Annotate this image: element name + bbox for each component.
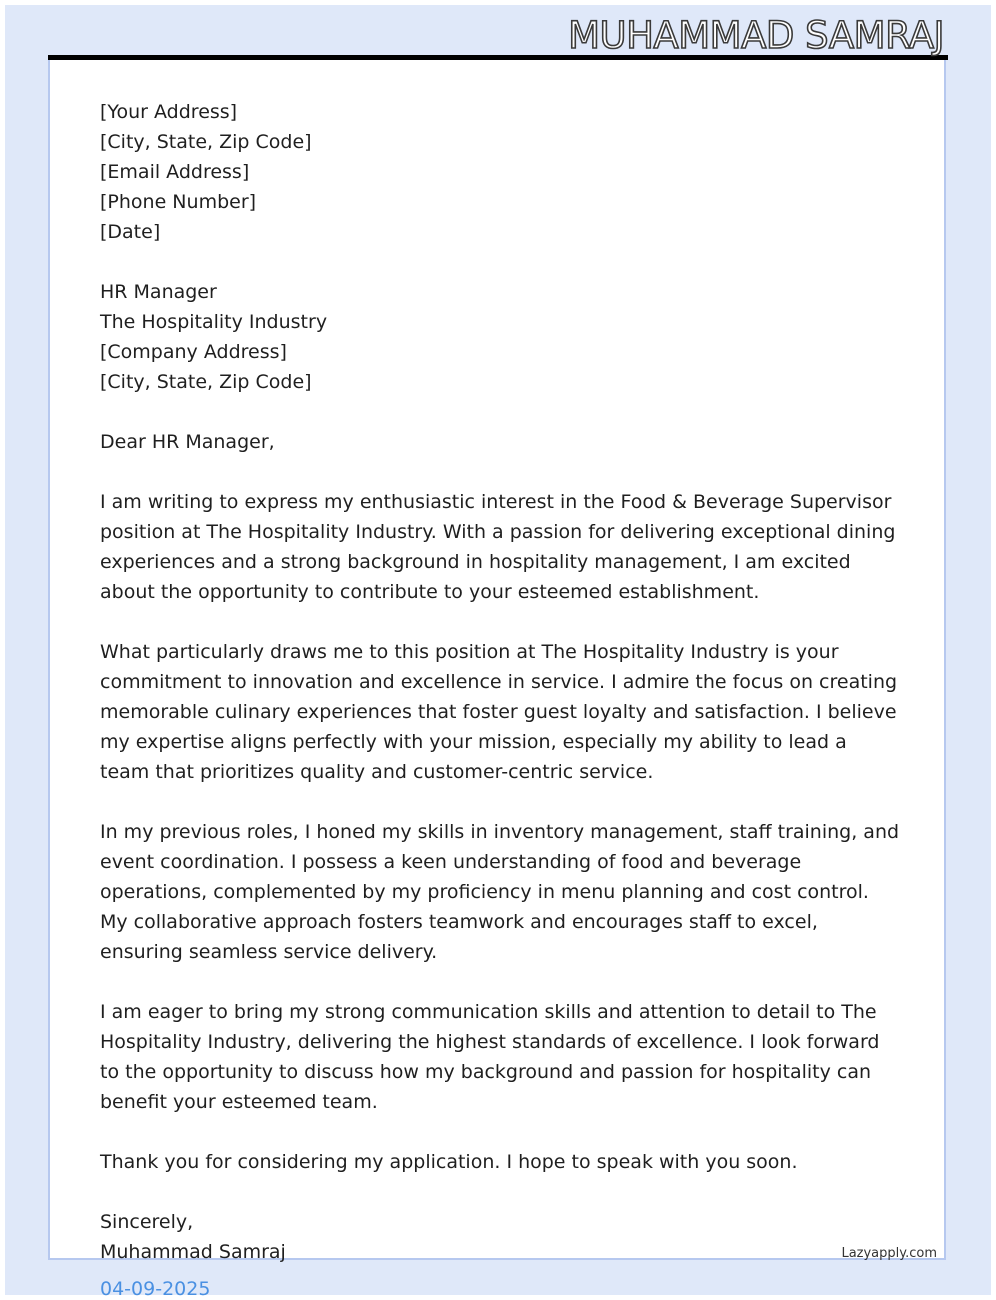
sender-city-state-zip: [City, State, Zip Code] — [100, 131, 312, 153]
recipient-city-state-zip: [City, State, Zip Code] — [100, 371, 312, 393]
body-paragraph: In my previous roles, I honed my skills in inventory management, staff training, and event coordination. I possess a keen understanding of food and beverage operations, complemented by my proficiency in menu planning and cost control. My collaborative approach fosters teamwork and encourages staff to excel, ensuring seamless service delivery. — [100, 821, 900, 963]
sender-date: [Date] — [100, 221, 161, 243]
sender-address: [Your Address] — [100, 101, 238, 123]
sender-email: [Email Address] — [100, 161, 250, 183]
sign-off: Sincerely, — [100, 1211, 194, 1233]
recipient-block — [100, 277, 900, 397]
brand-watermark: Lazyapply.com — [841, 1246, 937, 1261]
body-paragraph: I am eager to bring my strong communication skills and attention to detail to The Hospitality Industry, delivering the highest standards of excellence. I look forward to the opportunity to discuss how my background and passion for hospitality can benefit your esteemed team. — [100, 1001, 880, 1113]
body-paragraph: I am writing to express my enthusiastic interest in the Food & Beverage Supervisor position at The Hospitality Industry. With a passion for delivering exceptional dining experiences and a strong background in hospitality management, I am excited about the opportunity to contribute to your esteemed establishment. — [100, 491, 896, 603]
applicant-name-heading: MUHAMMAD SAMRAJ — [568, 14, 944, 57]
recipient-title: HR Manager — [100, 281, 217, 303]
sender-phone: [Phone Number] — [100, 191, 257, 213]
closing-block — [100, 1207, 900, 1267]
salutation: Dear HR Manager, — [100, 431, 275, 453]
body-paragraph: What particularly draws me to this position at The Hospitality Industry is your commitment to innovation and excellence in service. I admire the focus on creating memorable culinary experiences that foster guest loyalty and satisfaction. I believe my expertise aligns perfectly with your mission, especially my ability to lead a team that prioritizes quality and customer-centric service. — [100, 641, 898, 783]
sender-block — [100, 97, 900, 247]
body-paragraph: Thank you for considering my application. I hope to speak with you soon. — [100, 1151, 798, 1173]
recipient-company: The Hospitality Industry — [100, 311, 328, 333]
signature-name: Muhammad Samraj — [100, 1241, 286, 1263]
recipient-address: [Company Address] — [100, 341, 287, 363]
footer-date: 04-09-2025 — [100, 1278, 211, 1300]
cover-letter-body — [100, 97, 900, 1267]
